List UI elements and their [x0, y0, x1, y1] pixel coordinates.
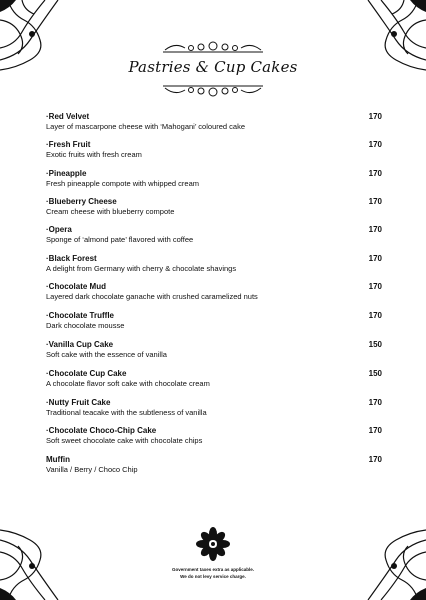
menu-item-name: ·Pineapple — [46, 169, 87, 178]
menu-item-description: Traditional teacake with the subtleness of vanilla — [46, 408, 207, 417]
menu-item-name: Muffin — [46, 455, 70, 464]
menu-item-name: ·Chocolate Mud — [46, 282, 106, 291]
menu-item-chocolate-choco-chip-cake — [46, 426, 382, 446]
menu-item-price: 150 — [368, 369, 382, 378]
menu-item-blueberry-cheese — [46, 197, 382, 217]
menu-item-name: ·Chocolate Cup Cake — [46, 369, 127, 378]
menu-item-name: ·Opera — [46, 225, 72, 234]
flower-emblem-icon — [196, 527, 230, 561]
menu-item-name: ·Black Forest — [46, 254, 97, 263]
menu-item-black-forest — [46, 254, 382, 274]
menu-item-price: 170 — [368, 282, 382, 291]
menu-item-name: ·Red Velvet — [46, 112, 90, 121]
menu-item-name: ·Vanilla Cup Cake — [46, 340, 114, 349]
menu-item-chocolate-cup-cake — [46, 369, 382, 389]
menu-item-description: Layered dark chocolate ganache with crushed caramelized nuts — [46, 292, 258, 301]
menu-item-price: 170 — [368, 169, 382, 178]
menu-item-description: Vanilla / Berry / Choco Chip — [46, 465, 138, 474]
menu-item-price: 170 — [368, 197, 382, 206]
menu-item-name: ·Fresh Fruit — [46, 140, 91, 149]
menu-item-price: 170 — [368, 426, 382, 435]
menu-item-chocolate-mud — [46, 282, 382, 302]
menu-item-price: 170 — [368, 254, 382, 263]
menu-item-description: Soft sweet chocolate cake with chocolate chips — [46, 436, 203, 445]
menu-item-red-velvet — [46, 112, 382, 132]
menu-item-muffin — [46, 455, 382, 475]
menu-item-description: Soft cake with the essence of vanilla — [46, 350, 167, 359]
menu-item-nutty-fruit-cake — [46, 398, 382, 418]
menu-item-vanilla-cup-cake — [46, 340, 382, 360]
menu-item-price: 170 — [368, 112, 382, 121]
menu-item-fresh-fruit — [46, 140, 382, 160]
title-flourish-top-icon — [163, 38, 263, 54]
footer-note — [0, 566, 426, 580]
menu-item-description: Sponge of ‘almond pate’ flavored with coffee — [46, 235, 194, 244]
footer-tax-note: Government taxes extra as applicable. — [171, 567, 255, 572]
menu-item-opera — [46, 225, 382, 245]
menu-item-name: ·Blueberry Cheese — [46, 197, 117, 206]
menu-item-description: Exotic fruits with fresh cream — [46, 150, 142, 159]
menu-item-pineapple — [46, 169, 382, 189]
menu-item-chocolate-truffle — [46, 311, 382, 331]
menu-item-price: 170 — [368, 225, 382, 234]
menu-item-name: ·Chocolate Truffle — [46, 311, 115, 320]
title-flourish-bottom-icon — [163, 84, 263, 100]
menu-item-price: 170 — [368, 455, 382, 464]
menu-item-description: Dark chocolate mousse — [46, 321, 125, 330]
menu-item-price: 170 — [368, 140, 382, 149]
menu-item-price: 170 — [368, 398, 382, 407]
menu-item-description: Cream cheese with blueberry compote — [46, 207, 175, 216]
page-title: Pastries & Cup Cakes — [128, 58, 298, 76]
corner-ornament-bottom-left — [0, 525, 75, 600]
menu-item-description: Layer of mascarpone cheese with ‘Mahogani’ coloured cake — [46, 122, 246, 131]
menu-item-description: Fresh pineapple compote with whipped cream — [46, 179, 199, 188]
menu-item-price: 150 — [368, 340, 382, 349]
menu-item-price: 170 — [368, 311, 382, 320]
menu-item-list — [46, 112, 382, 475]
menu-item-name: ·Chocolate Choco-Chip Cake — [46, 426, 157, 435]
menu-item-description: A chocolate flavor soft cake with chocolate cream — [46, 379, 210, 388]
menu-item-name: ·Nutty Fruit Cake — [46, 398, 111, 407]
footer-service-note: We do not levy service charge. — [180, 574, 246, 579]
corner-ornament-bottom-right — [351, 525, 426, 600]
menu-item-description: A delight from Germany with cherry & chocolate shavings — [46, 264, 237, 273]
